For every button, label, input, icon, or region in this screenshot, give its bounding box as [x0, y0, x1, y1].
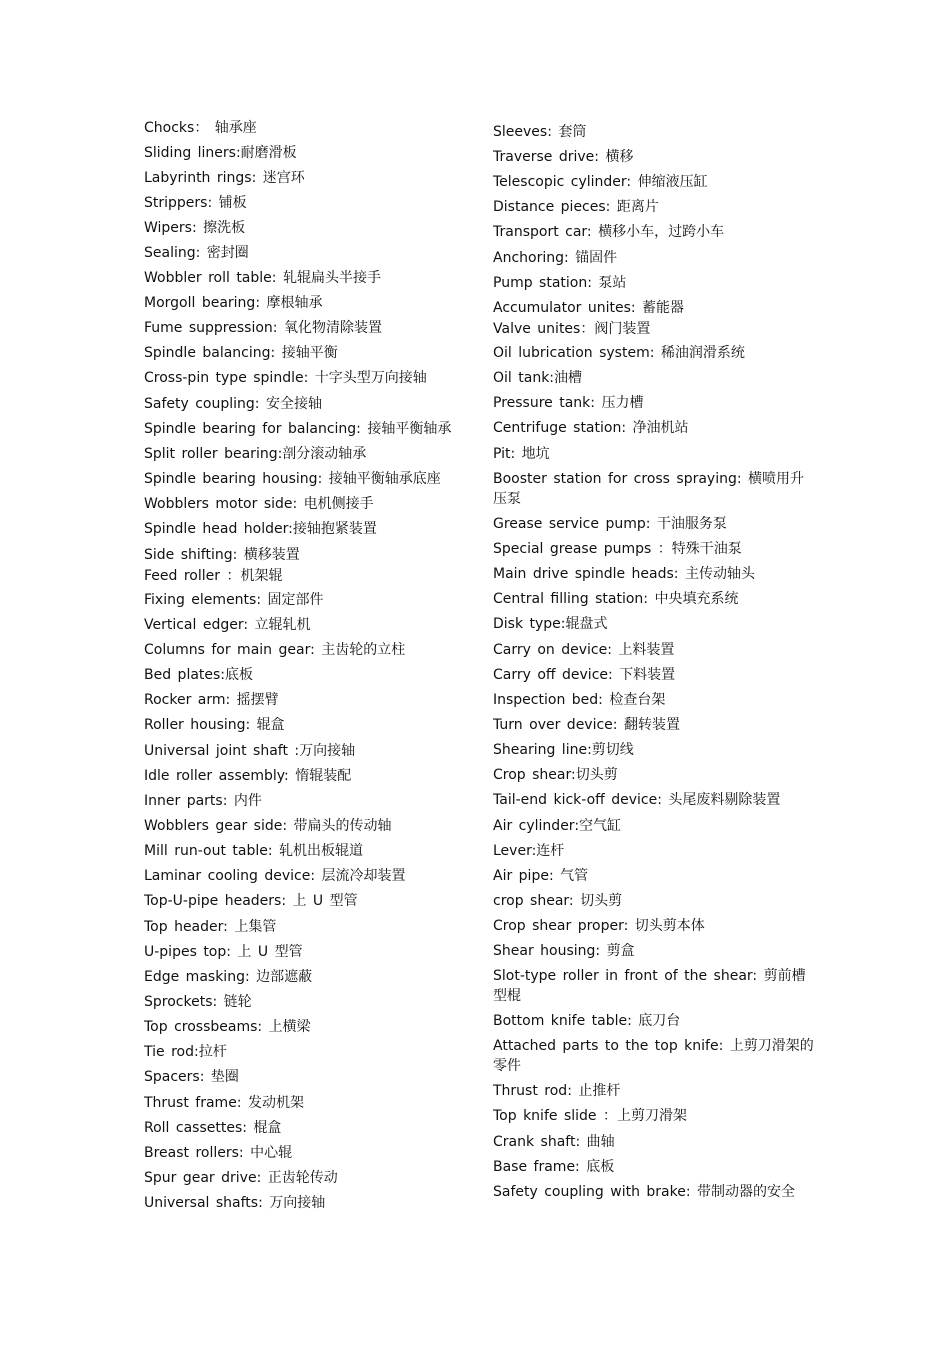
left_column-entry: Morgoll bearing: 摩根轴承 [144, 295, 323, 311]
right_column-entry: Oil tank:油槽 [493, 370, 583, 386]
left_column-entry: Universal joint shaft :万向接轴 [144, 743, 356, 759]
right_column-entry: Accumulator unites: 蓄能器 [493, 300, 685, 316]
right_column-entry: Thrust rod: 止推杆 [493, 1083, 621, 1099]
left_column-entry: Mill run-out table: 轧机出板辊道 [144, 843, 364, 859]
right_column-entry: Special grease pumps ：特殊干油泵 [493, 541, 742, 557]
left_column-entry: Spindle bearing housing: 接轴平衡轴承底座 [144, 471, 441, 487]
left_column-entry: Wipers: 擦洗板 [144, 220, 246, 236]
right_column-entry: Distance pieces: 距离片 [493, 199, 659, 215]
right_column-entry: Crop shear proper: 切头剪本体 [493, 918, 705, 934]
right_column-entry: Anchoring: 锚固件 [493, 250, 618, 266]
right_column-entry: Oil lubrication system: 稀油润滑系统 [493, 345, 745, 361]
right_column-entry: Pit: 地坑 [493, 446, 550, 462]
right_column-entry: Sleeves: 套筒 [493, 124, 587, 140]
right_column-entry: Lever:连杆 [493, 843, 565, 859]
right_column-entry: Carry on device: 上料装置 [493, 642, 675, 658]
right_column-entry: Valve unites：阀门装置 [493, 321, 651, 337]
left_column-entry: Wobblers gear side: 带扁头的传动轴 [144, 818, 392, 834]
right_column-entry: Attached parts to the top knife: 上剪刀滑架的零件 [493, 1038, 814, 1074]
left_column-entry: Spindle bearing for balancing: 接轴平衡轴承 [144, 421, 452, 437]
right_column-entry: Air cylinder:空气缸 [493, 818, 622, 834]
left_column-entry: Inner parts: 内件 [144, 793, 262, 809]
left_column-entry: Columns for main gear: 主齿轮的立柱 [144, 642, 406, 658]
left_column-entry: Spacers: 垫圈 [144, 1069, 239, 1085]
right_column-entry: Inspection bed: 检查台架 [493, 692, 666, 708]
left_column-entry: Rocker arm: 摇摆臂 [144, 692, 279, 708]
right_column-entry: Centrifuge station: 净油机站 [493, 420, 689, 436]
left_column-entry: Fixing elements: 固定部件 [144, 592, 324, 608]
left_column-entry: Top header: 上集管 [144, 919, 277, 935]
right-glossary-column [493, 0, 823, 1345]
right_column-entry: crop shear: 切头剪 [493, 893, 623, 909]
left_column-entry: Sprockets: 链轮 [144, 994, 252, 1010]
right_column-entry: Air pipe: 气管 [493, 868, 589, 884]
right_column-entry: Turn over device: 翻转装置 [493, 717, 680, 733]
left_column-entry: Spur gear drive: 正齿轮传动 [144, 1170, 338, 1186]
left_column-entry: Spindle balancing: 接轴平衡 [144, 345, 338, 361]
left_column-entry: Chocks： 轴承座 [144, 120, 257, 136]
right_column-entry: Grease service pump: 干油服务泵 [493, 516, 727, 532]
left_column-entry: Top-U-pipe headers: 上 U 型管 [144, 893, 358, 909]
right_column-entry: Bottom knife table: 底刀台 [493, 1013, 681, 1029]
left_column-entry: Safety coupling: 安全接轴 [144, 396, 322, 412]
left_column-entry: U-pipes top: 上 U 型管 [144, 944, 303, 960]
right_column-entry: Booster station for cross spraying: 横喷用升压泵 [493, 471, 805, 507]
left_column-entry: Spindle head holder:接轴抱紧装置 [144, 521, 377, 537]
left_column-entry: Thrust frame: 发动机架 [144, 1095, 304, 1111]
left_column-entry: Feed roller ：机架辊 [144, 568, 283, 584]
left_column-entry: Laminar cooling device: 层流冷却装置 [144, 868, 406, 884]
left_column-entry: Side shifting: 横移装置 [144, 547, 300, 563]
right_column-entry: Pump station: 泵站 [493, 275, 627, 291]
right_column-entry: Crop shear:切头剪 [493, 767, 618, 783]
left_column-entry: Split roller bearing:剖分滚动轴承 [144, 446, 367, 462]
left_column-entry: Edge masking: 边部遮蔽 [144, 969, 313, 985]
right_column-entry: Traverse drive: 横移 [493, 149, 634, 165]
left_column-entry: Idle roller assembly: 惰辊装配 [144, 768, 352, 784]
right_column-entry: Tail-end kick-off device: 头尾废料剔除装置 [493, 792, 781, 808]
left_column-entry: Wobblers motor side: 电机侧接手 [144, 496, 374, 512]
left_column-entry: Strippers: 铺板 [144, 195, 247, 211]
left_column-entry: Breast rollers: 中心辊 [144, 1145, 293, 1161]
left_column-entry: Tie rod:拉杆 [144, 1044, 227, 1060]
left_column-entry: Fume suppression: 氧化物清除装置 [144, 320, 382, 336]
right_column-entry: Safety coupling with brake: 带制动器的安全 [493, 1184, 796, 1200]
left_column-entry: Cross-pin type spindle: 十字头型万向接轴 [144, 370, 427, 386]
left_column-entry: Roller housing: 辊盒 [144, 717, 285, 733]
left_column-entry: Bed plates:底板 [144, 667, 254, 683]
right_column-entry: Telescopic cylinder: 伸缩液压缸 [493, 174, 708, 190]
left-glossary-column [144, 0, 484, 1345]
right_column-entry: Central filling station: 中央填充系统 [493, 591, 739, 607]
right_column-entry: Disk type:辊盘式 [493, 616, 608, 632]
right_column-entry: Crank shaft: 曲轴 [493, 1134, 615, 1150]
left_column-entry: Universal shafts: 万向接轴 [144, 1195, 326, 1211]
right_column-entry: Top knife slide ：上剪刀滑架 [493, 1108, 687, 1124]
right_column-entry: Base frame: 底板 [493, 1159, 615, 1175]
left_column-entry: Top crossbeams: 上横梁 [144, 1019, 311, 1035]
right_column-entry: Transport car: 横移小车，过跨小车 [493, 224, 725, 240]
left_column-entry: Labyrinth rings: 迷宫环 [144, 170, 305, 186]
left_column-entry: Sliding liners:耐磨滑板 [144, 145, 297, 161]
right_column-entry: Pressure tank: 压力槽 [493, 395, 644, 411]
right_column-entry: Main drive spindle heads: 主传动轴头 [493, 566, 755, 582]
left_column-entry: Roll cassettes: 棍盒 [144, 1120, 282, 1136]
right_column-entry: Slot-type roller in front of the shear: 剪前槽型棍 [493, 968, 806, 1004]
left_column-entry: Wobbler roll table: 轧辊扁头半接手 [144, 270, 381, 286]
right_column-entry: Shear housing: 剪盒 [493, 943, 635, 959]
right_column-entry: Shearing line:剪切线 [493, 742, 634, 758]
left_column-entry: Vertical edger: 立辊轧机 [144, 617, 311, 633]
left_column-entry: Sealing: 密封圈 [144, 245, 249, 261]
right_column-entry: Carry off device: 下料装置 [493, 667, 676, 683]
